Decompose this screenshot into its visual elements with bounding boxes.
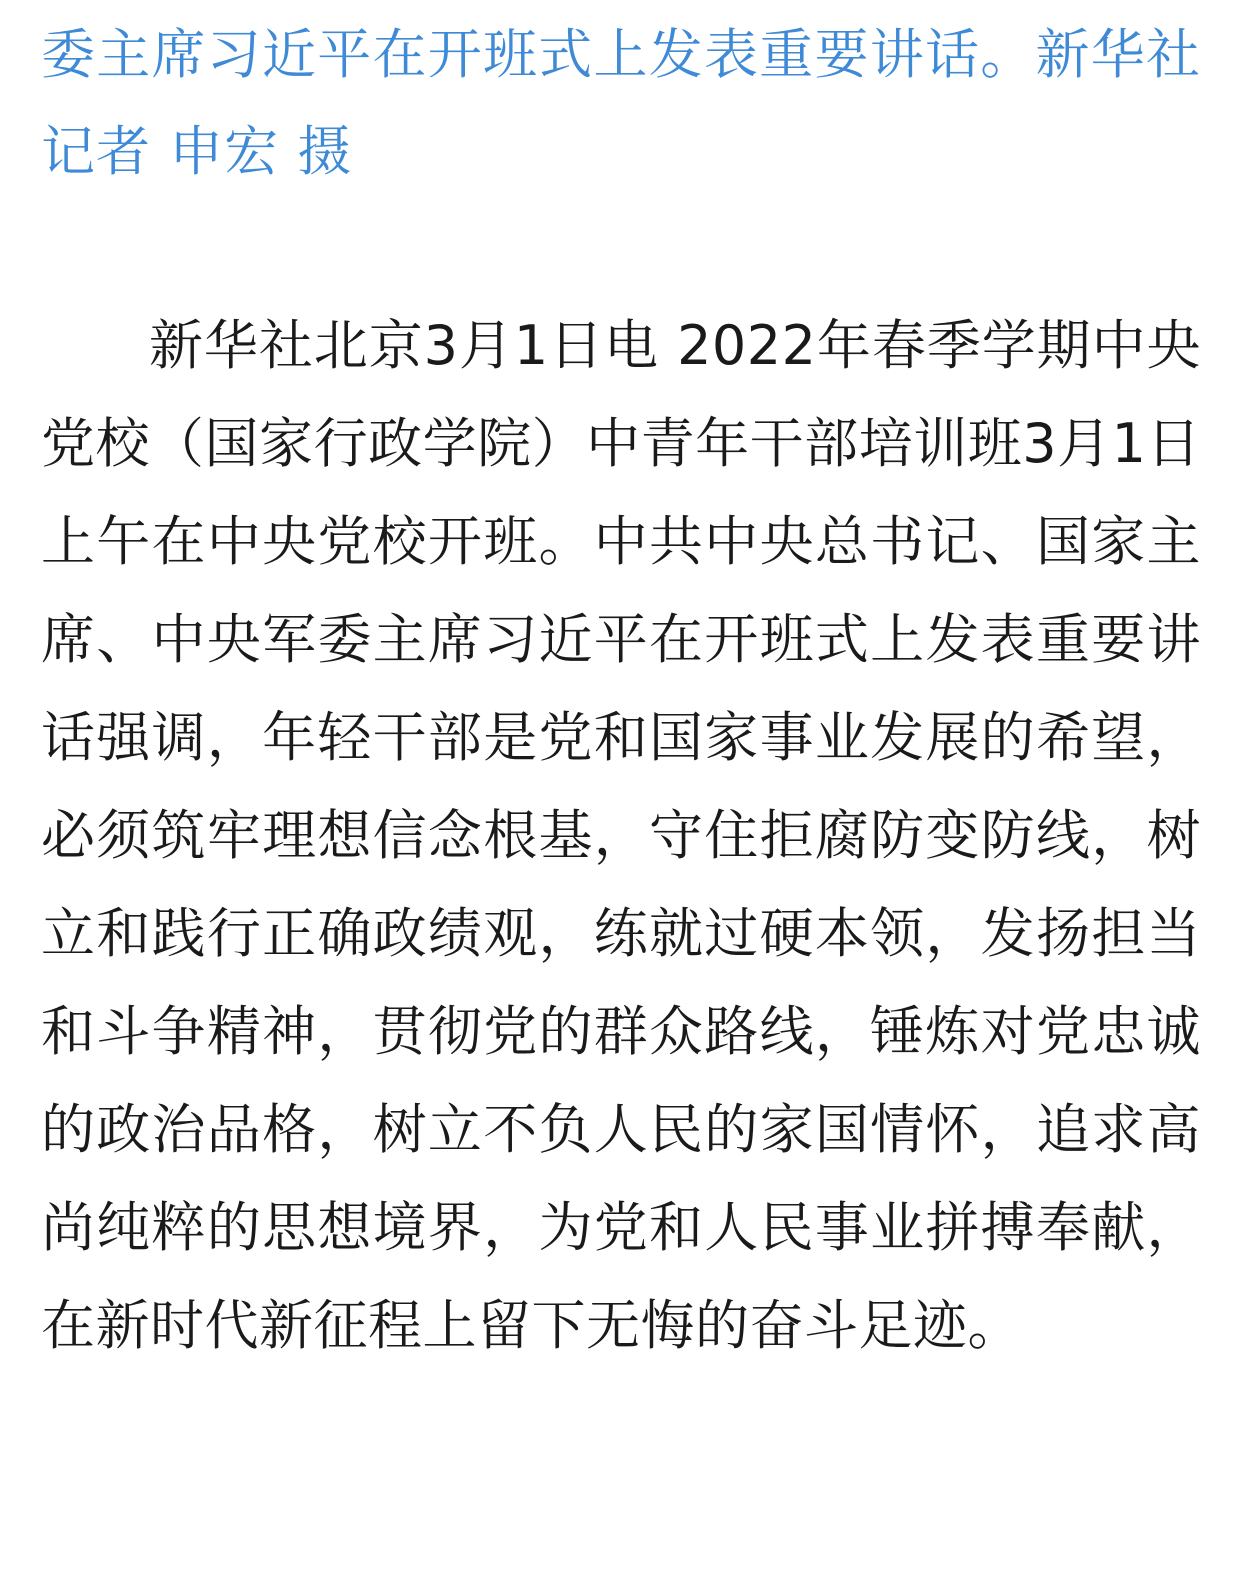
article-content — [41, 0, 1201, 1375]
article-paragraph: 新华社北京3月1日电 2022年春季学期中央党校（国家行政学院）中青年干部培训班3月1日上午在中央党校开班。中共中央总书记、国家主席、中央军委主席习近平在开班式上发表重要讲话强调，年轻干部是党和国家事业发展的希望，必须筑牢理想信念根基，守住拒腐防变防线，树立和践行正确政绩观，练就过硬本领，发扬担当和斗争精神，贯彻党的群众路线，锤炼对党忠诚的政治品格，树立不负人民的家国情怀，追求高尚纯粹的思想境界，为党和人民事业拼搏奉献，在新时代新征程上留下无悔的奋斗足迹。 — [41, 314, 1201, 1357]
photo-caption: 委主席习近平在开班式上发表重要讲话。新华社记者 申宏 摄 — [41, 23, 1201, 183]
